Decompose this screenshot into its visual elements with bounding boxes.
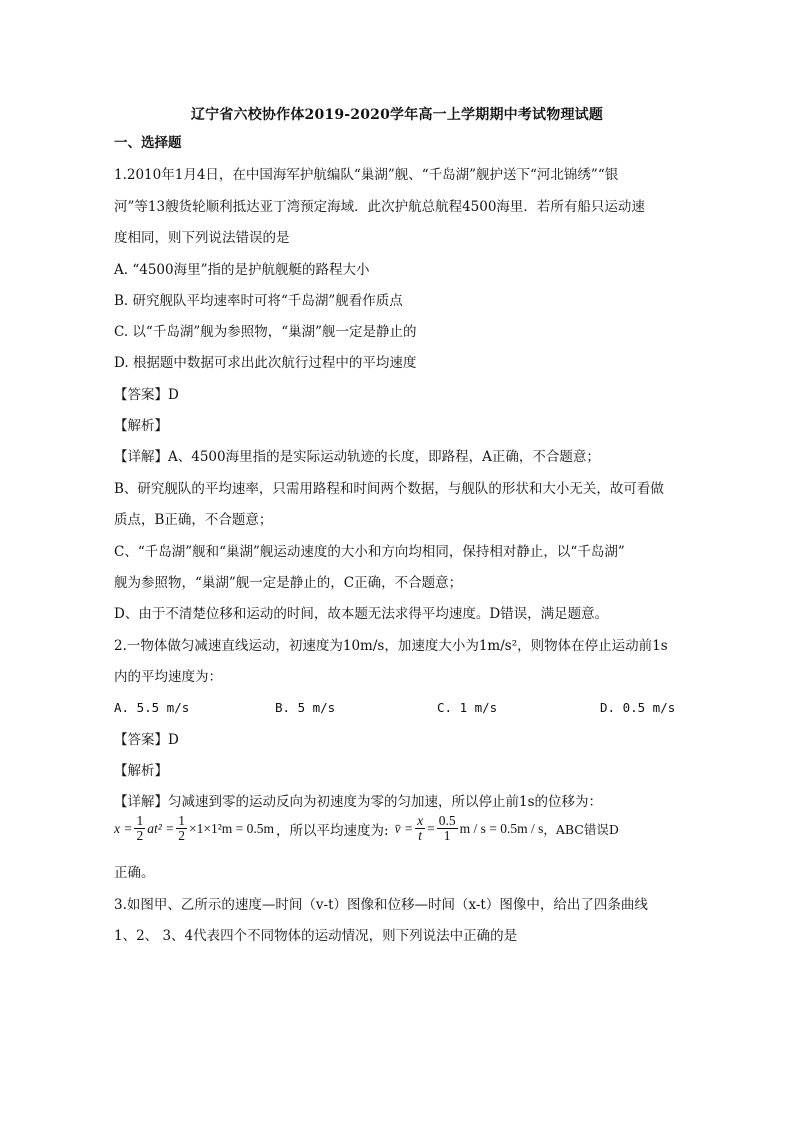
eq-fraction-num: 1 (136, 813, 144, 828)
eq-fraction-den: t (418, 828, 422, 843)
q3-text-line: 3.如图甲、乙所示的速度—时间（v-t）图像和位移—时间（x-t）图像中，给出了四条曲线 (114, 897, 648, 913)
q2-detail-line: 【详解】匀减速到零的运动反向为初速度为零的匀加速，所以停止前1s的位移为： (114, 794, 603, 810)
q2-option-c: C. 1 m/s (437, 700, 498, 715)
q2-text-line: 2.一物体做匀减速直线运动，初速度为10m/s，加速度大小为1m/s²，则物体在停止运动前1s (114, 638, 668, 654)
q2-equation (114, 814, 619, 843)
eq-x: x = (114, 820, 133, 836)
q1-option-b: B. 研究舰队平均速率时可将“千岛湖”舰看作质点 (114, 293, 403, 309)
eq-product: ×1×1²m = 0.5m (189, 820, 275, 836)
q2-analysis-heading: 【解析】 (114, 763, 168, 779)
q1-detail-line: 【详解】A、4500海里指的是实际运动轨迹的长度，即路程，A正确，不合题意； (114, 449, 600, 465)
q1-detail-line: D、由于不清楚位移和运动的时间，故本题无法求得平均速度。D错误，满足题意。 (114, 606, 609, 622)
q1-detail-line: 舰为参照物，“巢湖”舰一定是静止的，C正确，不合题意； (114, 575, 463, 591)
eq-fraction (437, 814, 458, 843)
eq-mid-text: ，所以平均速度为: (276, 822, 389, 839)
eq-fraction (134, 814, 145, 843)
q1-detail-line: 质点，B正确，不合题意； (114, 512, 273, 528)
q2-answer: 【答案】D (114, 732, 179, 748)
page-title: 辽宁省六校协作体2019-2020学年高一上学期期中考试物理试题 (190, 107, 604, 123)
eq-fraction-den: 2 (136, 828, 144, 843)
q1-text-line: 度相同，则下列说法错误的是 (114, 230, 290, 246)
q2-option-a: A. 5.5 m/s (114, 700, 190, 715)
eq-fraction (176, 814, 187, 843)
q1-detail-line: B、研究舰队的平均速率，只需用路程和时间两个数据，与舰队的形状和大小无关，故可看做 (114, 481, 664, 497)
q1-analysis-heading: 【解析】 (114, 418, 168, 434)
section-heading: 一、选择题 (114, 135, 182, 151)
q2-detail-end: 正确。 (114, 865, 155, 881)
q1-option-a: A. “4500海里”指的是护航舰艇的路程大小 (114, 262, 370, 278)
eq-fraction-den: 1 (443, 828, 451, 843)
q1-text-line: 河”等13艘货轮顺利抵达亚丁湾预定海域．此次护航总航程4500海里．若所有船只运动速 (114, 199, 645, 215)
eq-fraction-den: 2 (178, 828, 186, 843)
eq-tail: ，ABC错误D (543, 821, 619, 837)
eq-fraction-num: 1 (178, 813, 186, 828)
eq-vbar: v̄ = (394, 820, 414, 836)
q2-option-b: B. 5 m/s (275, 700, 336, 715)
eq-result: m / s = 0.5m / s (459, 820, 544, 836)
q1-answer: 【答案】D (114, 387, 179, 403)
eq-at2: at² = (147, 820, 175, 836)
q1-text-line: 1.2010年1月4日，在中国海军护航编队“巢湖”舰、“千岛湖”舰护送下“河北锦绣”“银 (114, 167, 619, 183)
q1-option-c: C. 以“千岛湖”舰为参照物，“巢湖”舰一定是静止的 (114, 324, 417, 340)
q1-detail-line: C、“千岛湖”舰和“巢湖”舰运动速度的大小和方向均相同，保持相对静止，以“千岛湖” (114, 544, 625, 560)
eq-fraction-num: x (417, 813, 424, 828)
q2-option-d: D. 0.5 m/s (600, 700, 676, 715)
eq-fraction (415, 814, 425, 843)
q1-option-d: D. 根据题中数据可求出此次航行过程中的平均速度 (114, 355, 417, 371)
eq-fraction-num: 0.5 (438, 813, 456, 828)
q3-text-line: 1、2、 3、4代表四个不同物体的运动情况，则下列说法中正确的是 (114, 928, 518, 944)
eq-equals: = (427, 820, 435, 836)
q2-text-line: 内的平均速度为： (114, 669, 222, 685)
